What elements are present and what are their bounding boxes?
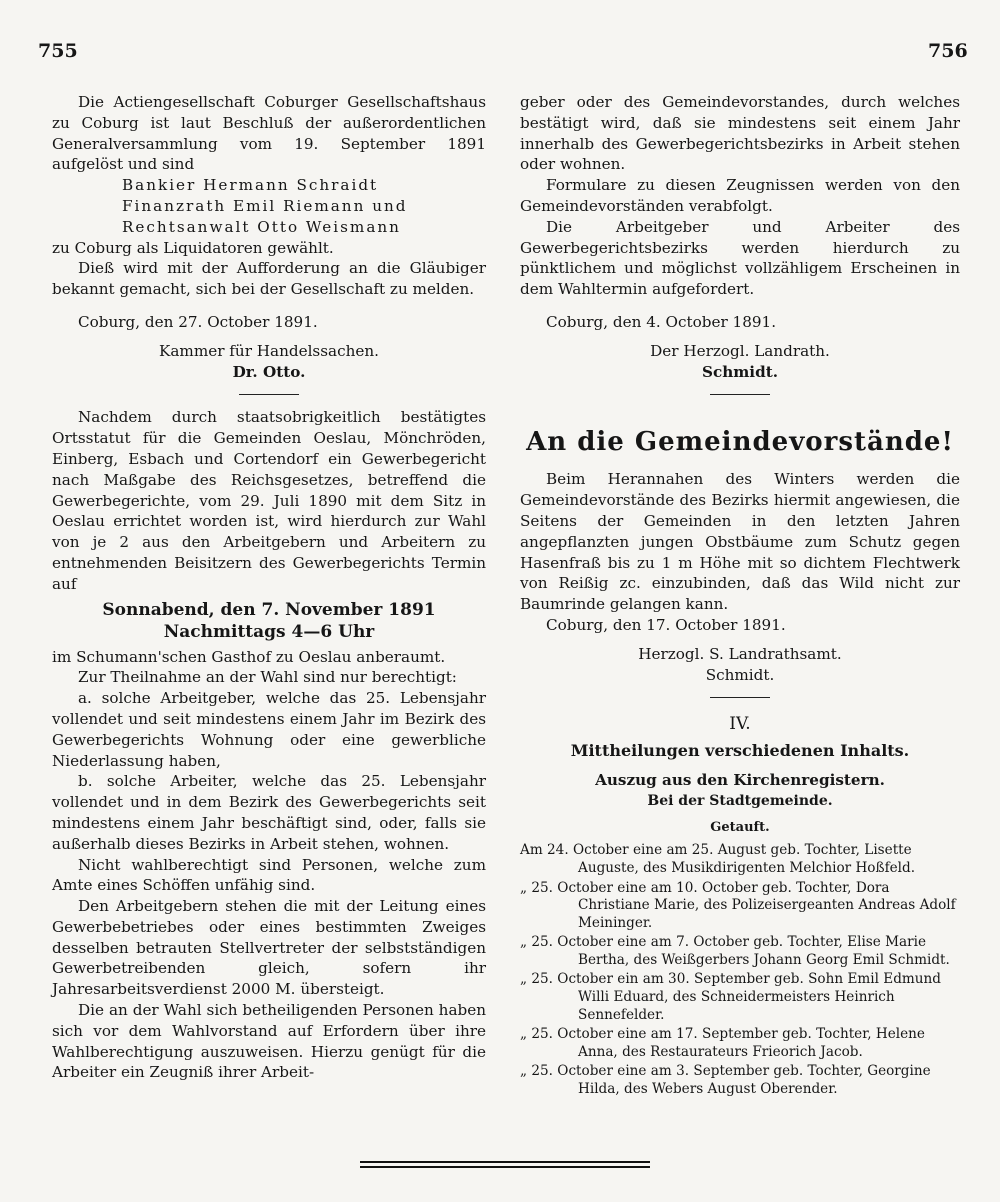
right-column: [520, 92, 960, 1099]
authority: Kammer für Handelssachen.: [159, 341, 379, 360]
divider: [710, 697, 770, 698]
eligibility-intro: Zur Theilnahme an der Wahl sind nur berechtigt:: [78, 668, 457, 687]
election-notice: Nachdem durch staatsobrigkeitlich bestätigtes Ortsstatut für die Gemeinden Oeslau, Mönchröden, Einberg, Esbach und Cortendorf ein Gewerbegericht nach Maßgabe des Reichsgesetzes, betreffend die Gewerbegerichte, vom 29. Juli 1890 mit dem Sitz in Oeslau errichtet worden ist, wird hierdurch zur Wahl von je 2 aus den Arbeitgebern und Arbeitern zu entnehmenden Beisitzern des Gewerbegerichts Termin auf: [52, 408, 486, 593]
divider: [239, 394, 299, 395]
page-bottom-rule: [360, 1161, 650, 1168]
notice-heading: An die Gemeindevorstände!: [526, 427, 954, 458]
ineligibility: Nicht wahlberechtigt sind Personen, welche zum Amte eines Schöffen unfähig sind.: [52, 855, 486, 895]
divider: [710, 394, 770, 395]
election-venue: im Schumann'schen Gasthof zu Oeslau anberaumt.: [52, 647, 446, 666]
notice-liquidation-text: Die Actiengesellschaft Coburger Gesellschaftshaus zu Coburg ist laut Beschluß der außerordentlichen Generalversammlung vom 19. September 1891 aufgelöst und sind: [52, 93, 486, 174]
liquidator-appointment: zu Coburg als Liquidatoren gewählt.: [52, 238, 334, 257]
register-entry: „ 25. October ein am 30. September geb. Sohn Emil Edmund Willi Eduard, des Schneidermeisters Heinrich Sennefelder.: [520, 971, 941, 1023]
election-date: Sonnabend, den 7. November 1891: [102, 599, 436, 620]
baptisms-heading: Getauft.: [710, 819, 770, 835]
liquidator-name: Rechtsanwalt Otto Weismann: [122, 217, 401, 236]
register-entry: „ 25. October eine am 17. September geb. Tochter, Helene Anna, des Restaurateurs Frieorich Jacob.: [520, 1026, 925, 1060]
place-date: Coburg, den 4. October 1891.: [546, 312, 777, 331]
authority: Herzogl. S. Landrathsamt.: [638, 644, 842, 663]
election-time: Nachmittags 4—6 Uhr: [163, 621, 375, 642]
fruit-tree-notice: Beim Herannahen des Winters werden die Gemeindevorstände des Bezirks hiermit angewiesen, die Seitens der Gemeinden in den letzten Jahren angepflanzten jungen Obstbäume zum Schutz gegen Hasenfraß bis zu 1 m Höhe mit so dichtem Flechtwerk von Reißig zc. einzubinden, daß das Wild nicht zur Baumrinde gelangen kann.: [520, 470, 960, 614]
register-entry: „ 25. October eine am 3. September geb. Tochter, Georgine Hilda, des Webers August Oberender.: [520, 1063, 931, 1098]
eligibility-b: b. solche Arbeiter, welche das 25. Lebensjahr vollendet und in dem Bezirk des Gewerbegerichts seit mindestens einem Jahr beschäftigt sind, oder, falls sie außerhalb dieses Bezirks in Arbeit stehen, wohnen.: [52, 772, 486, 853]
liquidator-name: Bankier Hermann Schraidt: [122, 176, 379, 195]
page-number-right: 756: [928, 40, 968, 62]
signer: Schmidt.: [701, 362, 779, 381]
creditor-call: Dieß wird mit der Aufforderung an die Gläubiger bekannt gemacht, sich bei der Gesellschaft zu melden.: [52, 259, 486, 299]
forms-note: Formulare zu diesen Zeugnissen werden von den Gemeindevorständen verabfolgt.: [520, 176, 960, 215]
authority: Der Herzogl. Landrath.: [650, 341, 830, 360]
left-column: [52, 92, 486, 1083]
proof-clause-continued: geber oder des Gemeindevorstandes, durch welches bestätigt wird, daß sie mindestens seit einem Jahr innerhalb des Gewerbegerichtsbezirks in Arbeit stehen oder wohnen.: [520, 93, 960, 174]
section-number: IV.: [729, 714, 751, 735]
section-title: Mittheilungen verschiedenen Inhalts.: [570, 741, 910, 761]
page-number-left: 755: [38, 40, 78, 62]
proof-clause: Die an der Wahl sich betheiligenden Personen haben sich vor dem Wahlvorstand auf Erfordern über ihre Wahlberechtigung auszuweisen. Hierzu genügt für die Arbeiter ein Zeugniß ihrer Arbeit-: [52, 1001, 486, 1082]
subsection-title: Auszug aus den Kirchenregistern.: [595, 770, 885, 789]
signer: Dr. Otto.: [232, 362, 306, 381]
attendance-call: Die Arbeitgeber und Arbeiter des Gewerbegerichtsbezirks werden hierdurch zu pünktlichem und möglichst vollzähligem Erscheinen in dem Wahltermin aufgefordert.: [520, 217, 960, 299]
place-date: Coburg, den 17. October 1891.: [546, 615, 786, 634]
representatives-clause: Den Arbeitgebern stehen die mit der Leitung eines Gewerbebetriebes oder eines bestimmten Zweiges desselben betrauten Stellvertreter der selbstständigen Gewerbetreibenden gleich, sofern ihr Jahresarbeitsverdienst 2000 M. übersteigt.: [52, 897, 486, 999]
eligibility-a: a. solche Arbeitgeber, welche das 25. Lebensjahr vollendet und seit mindestens einem Jahr im Bezirk des Gewerbegerichts Wohnung oder eine gewerbliche Niederlassung haben,: [52, 689, 486, 770]
register-entry: Am 24. October eine am 25. August geb. Tochter, Lisette Auguste, des Musikdirigenten Melchior Hoßfeld.: [520, 842, 916, 876]
signer: Schmidt.: [705, 665, 775, 684]
subsection-subtitle: Bei der Stadtgemeinde.: [647, 792, 833, 809]
liquidator-name: Finanzrath Emil Riemann und: [122, 196, 408, 215]
register-entry: „ 25. October eine am 7. October geb. Tochter, Elise Marie Bertha, des Weißgerbers Johann Georg Emil Schmidt.: [520, 934, 950, 968]
liquidator-list: [52, 175, 486, 237]
place-date: Coburg, den 27. October 1891.: [78, 312, 318, 331]
register-entry: „ 25. October eine am 10. October geb. Tochter, Dora Christiane Marie, des Polizeisergeanten Andreas Adolf Meininger.: [520, 879, 956, 931]
